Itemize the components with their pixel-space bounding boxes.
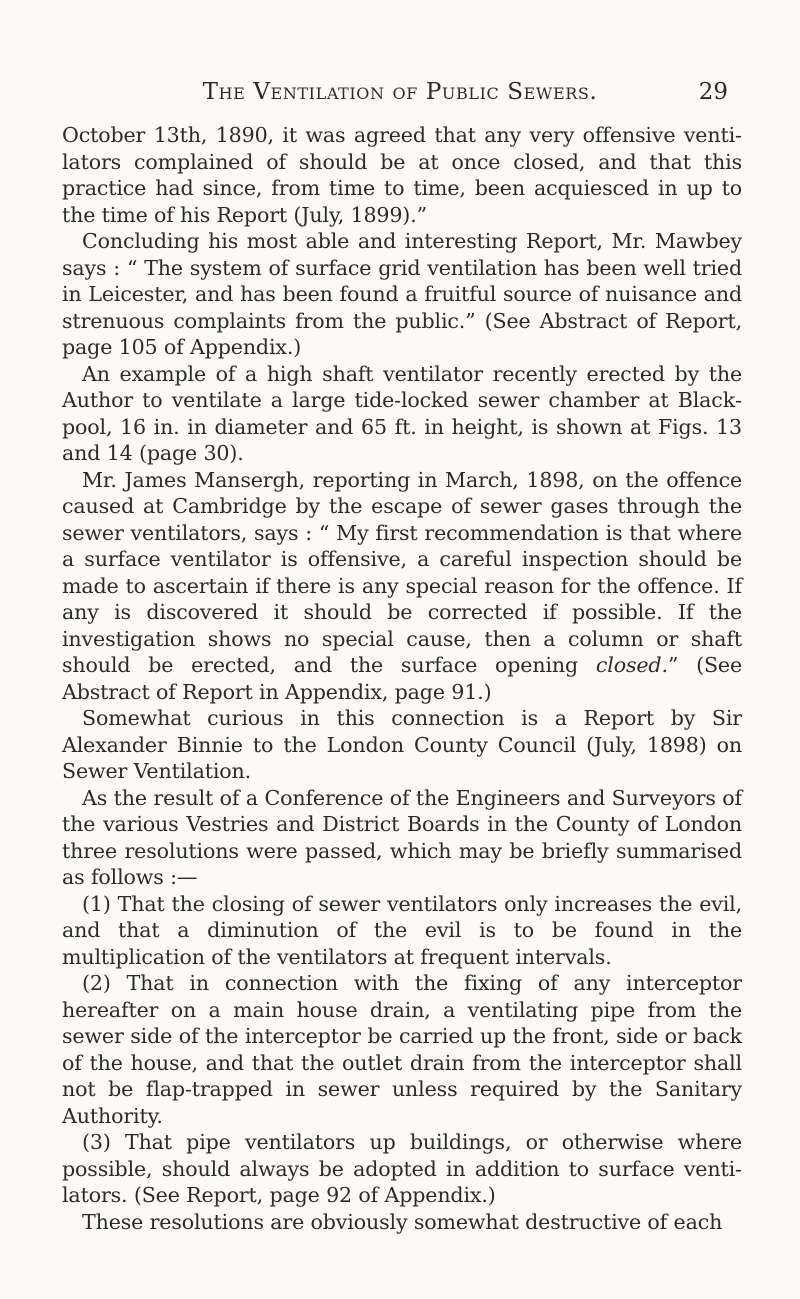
paragraph-conference xyxy=(62,785,742,891)
text-segment: Mr. James Mansergh, reporting in March, 1898, on the offence caused at Cambridge by the escape of sewer gases through the sewer ventilators, says : “ My first recommendation is that where a surface ventilator is offensive, a careful inspection should be made to ascertain if there is any special reason for the offence. If any is discovered it should be corrected if possible. If the investigation shows no special cause, then a column or shaft should be erected, and the surface opening xyxy=(62,467,742,677)
text-segment: ” (See Abstract of Report in Appendix, page 91.) xyxy=(62,653,742,704)
body-text xyxy=(62,122,742,1235)
paragraph-resolution-1 xyxy=(62,891,742,971)
text-segment: Concluding his most able and interesting Report, Mr. Mawbey says : “ The system of surface grid ventilation has been well tried in Leicester, and has been found a fruitful source of nuisance and strenuous complaints from the public.” (See Abstract of Report, page 105 of Appendix.) xyxy=(62,229,742,359)
paragraph-binnie-report xyxy=(62,705,742,785)
text-segment: October 13th, 1890, it was agreed that any very offensive ventilators complained of should be at once closed, and that this practice had since, from time to time, been acquiesced in up to the time of his Report (July, 1899).” xyxy=(62,123,742,227)
paragraph-blackpool-example xyxy=(62,361,742,467)
text-segment: (2) That in connection with the fixing of any interceptor hereafter on a main house drain, a ventilating pipe from the sewer side of the interceptor be carried up the front, side or back of the house, and that the outlet drain from the interceptor shall not be flap-trapped in sewer unless required by the Sanitary Authority. xyxy=(62,971,742,1128)
text-segment: As the result of a Conference of the Engineers and Surveyors of the various Vestries and District Boards in the County of London three resolutions were passed, which may be briefly summarised as follows :— xyxy=(62,785,742,889)
text-segment: (3) That pipe ventilators up buildings, or otherwise where possible, should always be adopted in addition to surface ventilators. (See Report, page 92 of Appendix.) xyxy=(62,1130,742,1207)
paragraph-mawbey-quote xyxy=(62,228,742,361)
paragraph-continuation xyxy=(62,122,742,228)
paragraph-mansergh-report xyxy=(62,467,742,706)
paragraph-closing xyxy=(62,1209,742,1236)
text-segment: These resolutions are obviously somewhat destructive of each xyxy=(82,1209,723,1234)
page-number: 29 xyxy=(698,79,728,105)
text-segment: Somewhat curious in this connection is a Report by Sir Alexander Binnie to the London County Council (July, 1898) on Sewer Ventilation. xyxy=(62,706,742,783)
text-segment: (1) That the closing of sewer ventilators only increases the evil, and that a diminution of the evil is to be found in the multiplication of the ventilators at frequent intervals. xyxy=(62,891,742,969)
paragraph-resolution-3 xyxy=(62,1129,742,1209)
text-segment: An example of a high shaft ventilator recently erected by the Author to ventilate a large tide-locked sewer chamber at Blackpool, 16 in. in diameter and 65 ft. in height, is shown at Figs. 13 and 14 (page 30). xyxy=(62,361,742,465)
paragraph-resolution-2 xyxy=(62,970,742,1129)
italic-text-segment: closed. xyxy=(595,653,668,677)
running-head xyxy=(60,75,740,109)
running-title: The Ventilation of Public Sewers. xyxy=(202,79,598,105)
